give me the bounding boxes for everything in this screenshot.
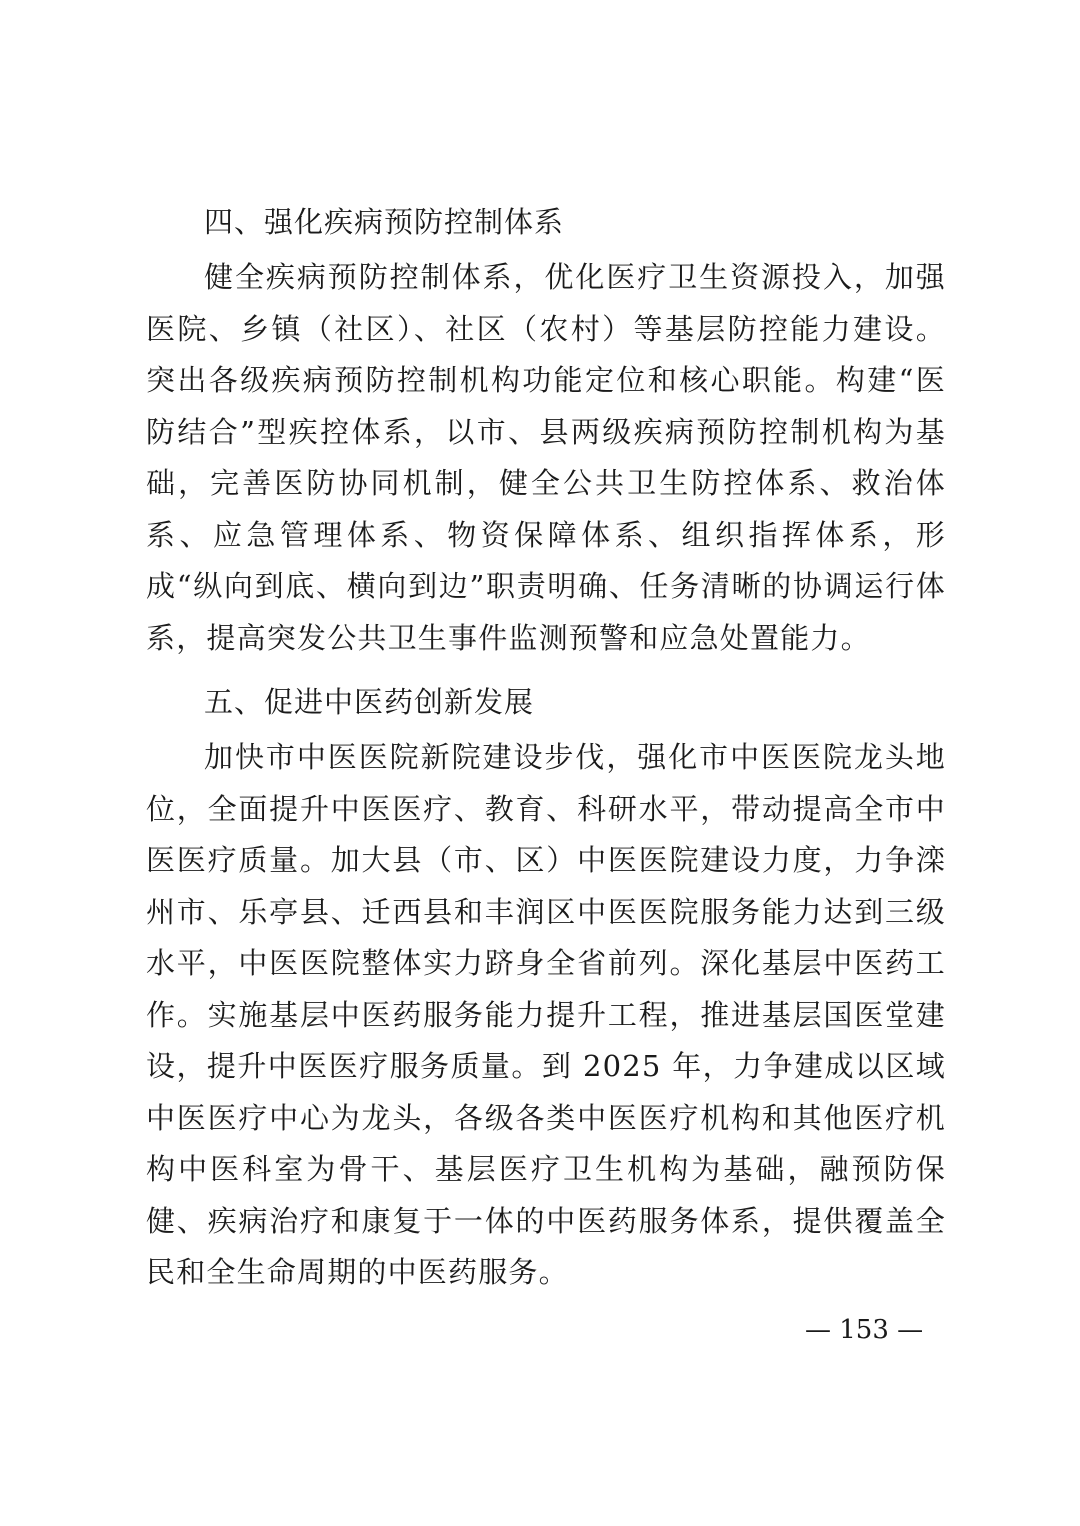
- section-paragraph: 加快市中医医院新院建设步伐，强化市中医医院龙头地位，全面提升中医医疗、教育、科研水平，带动提高全市中医医疗质量。加大县（市、区）中医医院建设力度，力争滦州市、乐亭县、迁西县和丰润区中医医院服务能力达到三级水平，中医医院整体实力跻身全省前列。深化基层中医药工作。实施基层中医药服务能力提升工程，推进基层国医堂建设，提升中医医疗服务质量。到 2025 年，力争建成以区域中医医疗中心为龙头，各级各类中医医疗机构和其他医疗机构中医科室为骨干、基层医疗卫生机构为基础，融预防保健、疾病治疗和康复于一体的中医药服务体系，提供覆盖全民和全生命周期的中医药服务。: [146, 740, 946, 1289]
- section-tcm-development: [146, 676, 946, 1299]
- section-heading: 五、促进中医药创新发展: [204, 685, 535, 719]
- section-heading: 四、强化疾病预防控制体系: [204, 205, 565, 239]
- section-disease-prevention: [146, 196, 946, 664]
- page-number: — 153 —: [805, 1315, 924, 1345]
- section-paragraph: 健全疾病预防控制体系，优化医疗卫生资源投入，加强医院、乡镇（社区）、社区（农村）等基层防控能力建设。突出各级疾病预防控制机构功能定位和核心职能。构建“医防结合”型疾控体系，以市、县两级疾病预防控制机构为基础，完善医防协同机制，健全公共卫生防控体系、救治体系、应急管理体系、物资保障体系、组织指挥体系，形成“纵向到底、横向到边”职责明确、任务清晰的协调运行体系，提高突发公共卫生事件监测预警和应急处置能力。: [146, 260, 946, 655]
